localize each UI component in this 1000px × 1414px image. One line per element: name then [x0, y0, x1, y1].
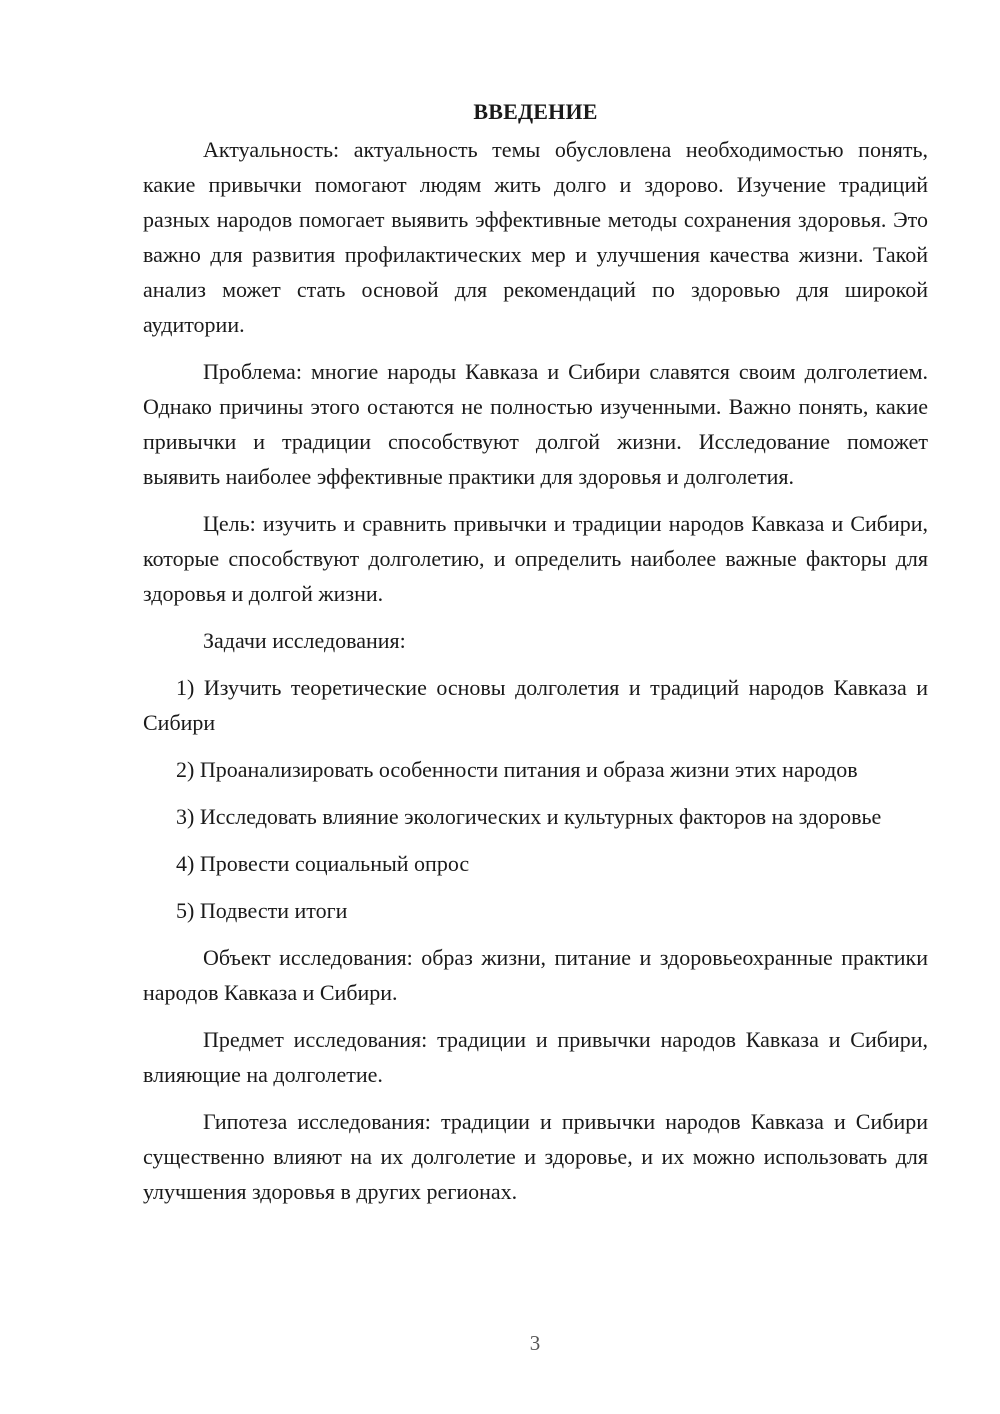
paragraph-goal: Цель: изучить и сравнить привычки и традиции народов Кавказа и Сибири, которые способствуют долголетию, и определить наиболее важные факторы для здоровья и долгой жизни. [143, 511, 928, 606]
page-number: 3 [529, 1331, 541, 1355]
paragraph-object: Объект исследования: образ жизни, питание и здоровьеохранные практики народов Кавказа и Сибири. [143, 945, 928, 1005]
paragraph-problem: Проблема: многие народы Кавказа и Сибири славятся своим долголетием. Однако причины этого остаются не полностью изученными. Важно понять, какие привычки и традиции способствуют долгой жизни. Исследование поможет выявить наиболее эффективные практики для здоровья и долголетия. [143, 359, 928, 489]
paragraph-relevance: Актуальность: актуальность темы обусловлена необходимостью понять, какие привычки помогают людям жить долго и здорово. Изучение традиций разных народов помогает выявить эффективные методы сохранения здоровья. Это важно для развития профилактических мер и улучшения качества жизни. Такой анализ может стать основой для рекомендаций по здоровью для широкой аудитории. [143, 137, 928, 337]
task-item: 4) Провести социальный опрос [176, 851, 470, 876]
paragraph-subject: Предмет исследования: традиции и привычки народов Кавказа и Сибири, влияющие на долголетие. [143, 1027, 928, 1087]
task-item: 5) Подвести итоги [176, 898, 348, 923]
paragraph-hypothesis: Гипотеза исследования: традиции и привычки народов Кавказа и Сибири существенно влияют на их долголетие и здоровье, и их можно использовать для улучшения здоровья в других регионах. [143, 1109, 928, 1204]
section-title: ВВЕДЕНИЕ [473, 99, 598, 124]
task-item: 2) Проанализировать особенности питания и образа жизни этих народов [176, 757, 858, 782]
document-page [143, 94, 928, 1221]
tasks-heading: Задачи исследования: [203, 628, 406, 653]
task-item: 3) Исследовать влияние экологических и культурных факторов на здоровье [176, 804, 882, 829]
task-item: 1) Изучить теоретические основы долголетия и традиций народов Кавказа и Сибири [143, 675, 928, 735]
